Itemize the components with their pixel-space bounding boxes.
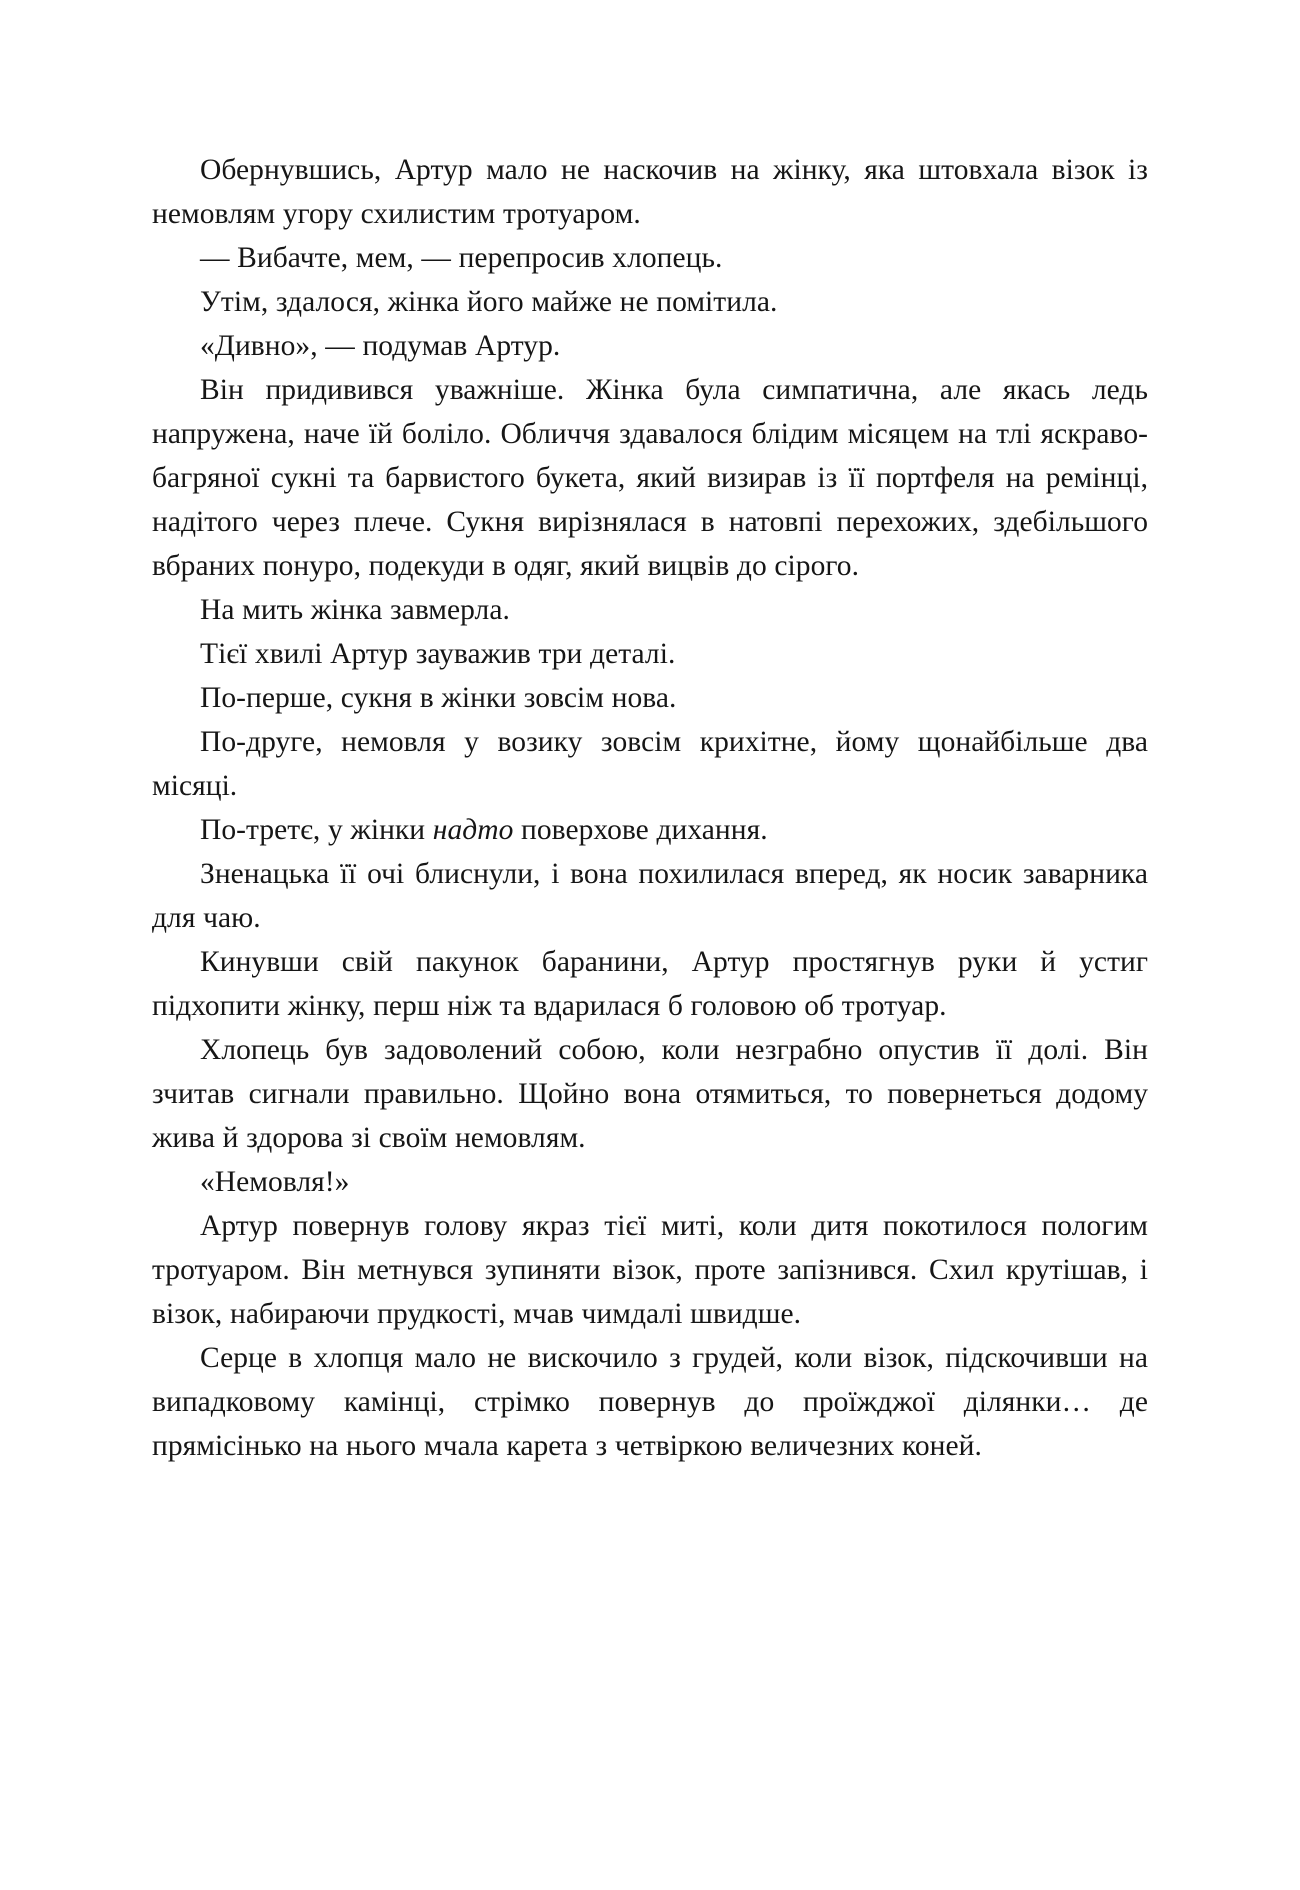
paragraph-list-item-second: По-друге, немовля у возику зовсім крихітне, йому щонайбільше два місяці.	[152, 726, 1148, 802]
paragraph: На мить жінка завмерла.	[200, 594, 510, 626]
emphasis-nadto: надто	[432, 814, 514, 846]
paragraph: Обернувшись, Артур мало не наскочив на жінку, яка штовхала візок із немовлям угору схилистим тротуаром.	[152, 154, 1148, 230]
paragraph: Кинувши свій пакунок баранини, Артур простягнув руки й устиг підхопити жінку, перш ніж та вдарилася б головою об тротуар.	[152, 946, 1148, 1022]
paragraph-list-item-first: По-перше, сукня в жінки зовсім нова.	[200, 682, 677, 714]
paragraph: Тієї хвилі Артур зауважив три деталі.	[200, 638, 676, 670]
text-after-emphasis: поверхове дихання.	[513, 814, 768, 846]
body-text-column	[152, 148, 1148, 1468]
paragraph: Утім, здалося, жінка його майже не помітила.	[200, 286, 778, 318]
paragraph: Хлопець був задоволений собою, коли незграбно опустив її долі. Він зчитав сигнали правильно. Щойно вона отямиться, то повернеться додому жива й здорова зі своїм немовлям.	[152, 1034, 1148, 1154]
paragraph-inner-thought: «Дивно», — подумав Артур.	[200, 330, 561, 362]
paragraph-inner-thought: «Немовля!»	[200, 1166, 350, 1198]
paragraph: Зненацька її очі блиснули, і вона похилилася вперед, як носик заварника для чаю.	[152, 858, 1148, 934]
paragraph: Він придивився уважніше. Жінка була симпатична, але якась ледь напружена, наче їй боліло. Обличчя здавалося блідим місяцем на тлі яскраво-багряної сукні та барвистого букета, який визирав із її портфеля на ремінці, надітого через плече. Сукня вирізнялася в натовпі перехожих, здебільшого вбраних понуро, подекуди в одяг, який вицвів до сірого.	[152, 374, 1148, 582]
paragraph: Артур повернув голову якраз тієї миті, коли дитя покотилося пологим тротуаром. Він метнувся зупиняти візок, проте запізнився. Схил крутішав, і візок, набираючи прудкості, мчав чимдалі швидше.	[152, 1210, 1148, 1330]
paragraph-list-item-third	[152, 808, 1148, 852]
text-before-emphasis: По-третє, у жінки	[200, 814, 433, 846]
paragraph-dialogue: — Вибачте, мем, — перепросив хлопець.	[200, 242, 723, 274]
paragraph: Серце в хлопця мало не вискочило з грудей, коли візок, підскочивши на випадковому камінці, стрімко повернув до проїжджої ділянки… де прямісінько на нього мчала карета з четвіркою величезних коней.	[152, 1342, 1148, 1462]
